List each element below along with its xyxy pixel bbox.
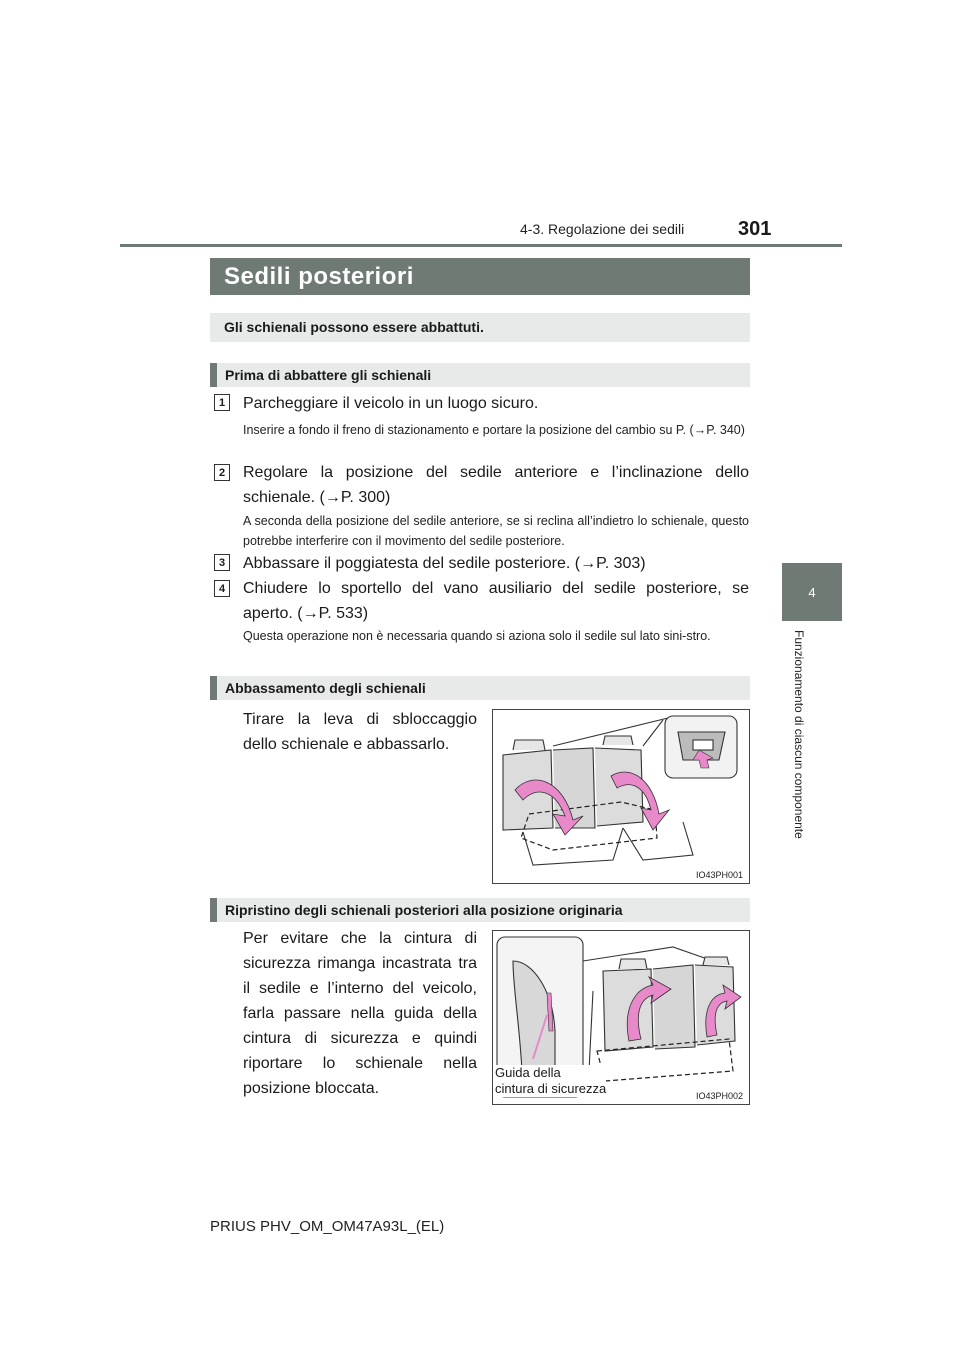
step-number-2: 2 — [214, 464, 230, 481]
page-number: 301 — [738, 218, 772, 240]
chapter-number: 4 — [808, 584, 816, 600]
subheading-restoring: Ripristino degli schienali posteriori alla posizione originaria — [210, 898, 750, 922]
section-header: 4-3. Regolazione dei sedili — [520, 221, 685, 237]
step-text-1: Parcheggiare il veicolo in un luogo sicuro. — [243, 395, 539, 412]
header-rule — [120, 244, 842, 247]
restoring-text: Per evitare che la cintura di sicurezza rimanga incastrata tra il sedile e l’interno del veicolo, farla passare nella guida della cintura di sicurezza e quindi riportare lo schienale nella posizione bloccata. — [243, 930, 477, 1097]
belt-guide-label — [495, 1065, 606, 1097]
step-text-4: Chiudere lo sportello del vano ausiliario del sedile posteriore, se aperto. (→P. 533) — [243, 580, 749, 622]
belt-guide-label-line2: cintura di sicurezza — [495, 1081, 607, 1096]
footer-document-code: PRIUS PHV_OM_OM47A93L_(EL) — [210, 1218, 445, 1235]
subheading-before: Prima di abbattere gli schienali — [210, 363, 750, 387]
page-title: Sedili posteriori — [210, 258, 750, 295]
intro-band: Gli schienali possono essere abbattuti. — [210, 313, 750, 342]
belt-guide-label-line1: Guida della — [495, 1065, 561, 1080]
folding-text: Tirare la leva di sbloccaggio dello schienale e abbassarlo. — [243, 711, 477, 753]
step-note-1: Inserire a fondo il freno di stazionamento e portare la posizione del cambio su P. (→P. 340) — [243, 423, 745, 437]
chapter-title: Funzionamento di ciascun componente — [792, 630, 806, 839]
figure-folding — [492, 709, 750, 884]
step-note-2: A seconda della posizione del sedile anteriore, se si reclina all’indietro lo schienale, questo potrebbe interferire con il movimento del sedile posteriore. — [243, 514, 749, 548]
step-note-4: Questa operazione non è necessaria quando si aziona solo il sedile sul lato sini-stro. — [243, 629, 711, 643]
chapter-title-vertical — [792, 630, 822, 860]
step-text-3: Abbassare il poggiatesta del sedile posteriore. (→P. 303) — [243, 555, 646, 572]
figure-code: IO43PH002 — [695, 1091, 743, 1101]
step-number-3: 3 — [214, 554, 230, 571]
step-text-2: Regolare la posizione del sedile anteriore e l’inclinazione dello schienale. (→P. 300) — [243, 464, 749, 506]
step-number-1: 1 — [214, 394, 230, 411]
subheading-folding: Abbassamento degli schienali — [210, 676, 750, 700]
figure-code: IO43PH001 — [695, 870, 743, 880]
figure-restoring — [492, 930, 750, 1105]
illustration-seat-folding — [493, 710, 749, 883]
chapter-tab — [782, 563, 842, 621]
step-number-4: 4 — [214, 580, 230, 597]
